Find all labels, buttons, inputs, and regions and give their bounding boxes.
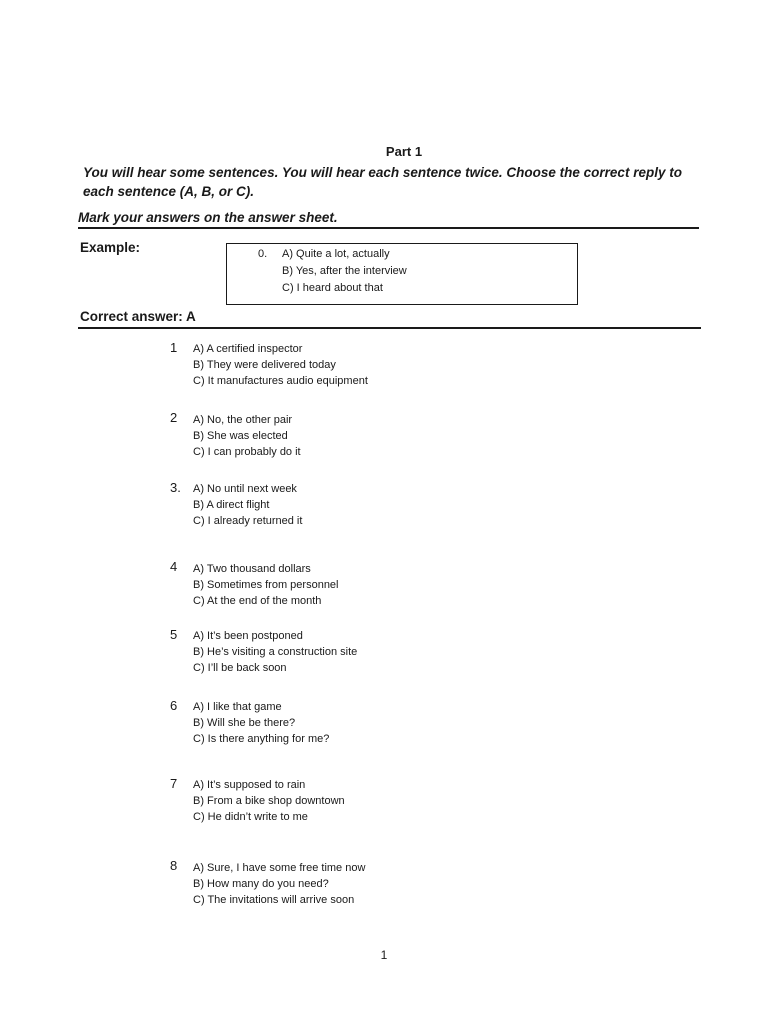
option-a: A) It’s been postponed bbox=[193, 630, 303, 642]
question-number: 6 bbox=[170, 698, 178, 713]
option-a: A) Sure, I have some free time now bbox=[193, 862, 366, 874]
option-a: A) Two thousand dollars bbox=[193, 563, 311, 575]
example-label: Example: bbox=[80, 240, 141, 255]
option-c: C) I can probably do it bbox=[193, 446, 301, 458]
question-number: 8 bbox=[170, 858, 178, 873]
question-number: 2 bbox=[170, 410, 178, 425]
option-a: A) It’s supposed to rain bbox=[193, 779, 306, 791]
example-option-a: A) Quite a lot, actually bbox=[282, 248, 390, 260]
option-b: B) She was elected bbox=[193, 430, 288, 442]
option-c: C) At the end of the month bbox=[193, 595, 322, 607]
option-b: B) Sometimes from personnel bbox=[193, 579, 339, 591]
option-c: C) It manufactures audio equipment bbox=[193, 375, 368, 387]
option-b: B) He’s visiting a construction site bbox=[193, 646, 358, 658]
option-c: C) I already returned it bbox=[193, 515, 303, 527]
example-option-c: C) I heard about that bbox=[282, 282, 383, 294]
divider-bottom bbox=[78, 327, 701, 329]
question-number: 5 bbox=[170, 627, 178, 642]
option-c: C) He didn’t write to me bbox=[193, 811, 308, 823]
option-b: B) From a bike shop downtown bbox=[193, 795, 345, 807]
option-c: C) The invitations will arrive soon bbox=[193, 894, 355, 906]
option-a: A) No, the other pair bbox=[193, 414, 293, 426]
option-c: C) I’ll be back soon bbox=[193, 662, 287, 674]
mark-answers-text: Mark your answers on the answer sheet. bbox=[78, 210, 338, 225]
instructions-text: You will hear some sentences. You will hear each sentence twice. Choose the correct reply to each sentence (A, B, or C). bbox=[83, 165, 682, 199]
example-option-b: B) Yes, after the interview bbox=[282, 265, 407, 277]
question-number: 3. bbox=[170, 480, 181, 495]
page-number: 1 bbox=[380, 948, 388, 962]
option-a: A) I like that game bbox=[193, 701, 282, 713]
question-number: 1 bbox=[170, 340, 178, 355]
option-b: B) A direct flight bbox=[193, 499, 270, 511]
option-b: B) They were delivered today bbox=[193, 359, 336, 371]
option-b: B) Will she be there? bbox=[193, 717, 296, 729]
option-c: C) Is there anything for me? bbox=[193, 733, 330, 745]
example-number: 0. bbox=[258, 248, 268, 260]
option-a: A) A certified inspector bbox=[193, 343, 303, 355]
divider-top bbox=[78, 227, 699, 229]
question-number: 7 bbox=[170, 776, 178, 791]
option-b: B) How many do you need? bbox=[193, 878, 329, 890]
part-title: Part 1 bbox=[385, 144, 423, 159]
question-number: 4 bbox=[170, 559, 178, 574]
correct-answer: Correct answer: A bbox=[80, 309, 196, 324]
option-a: A) No until next week bbox=[193, 483, 297, 495]
